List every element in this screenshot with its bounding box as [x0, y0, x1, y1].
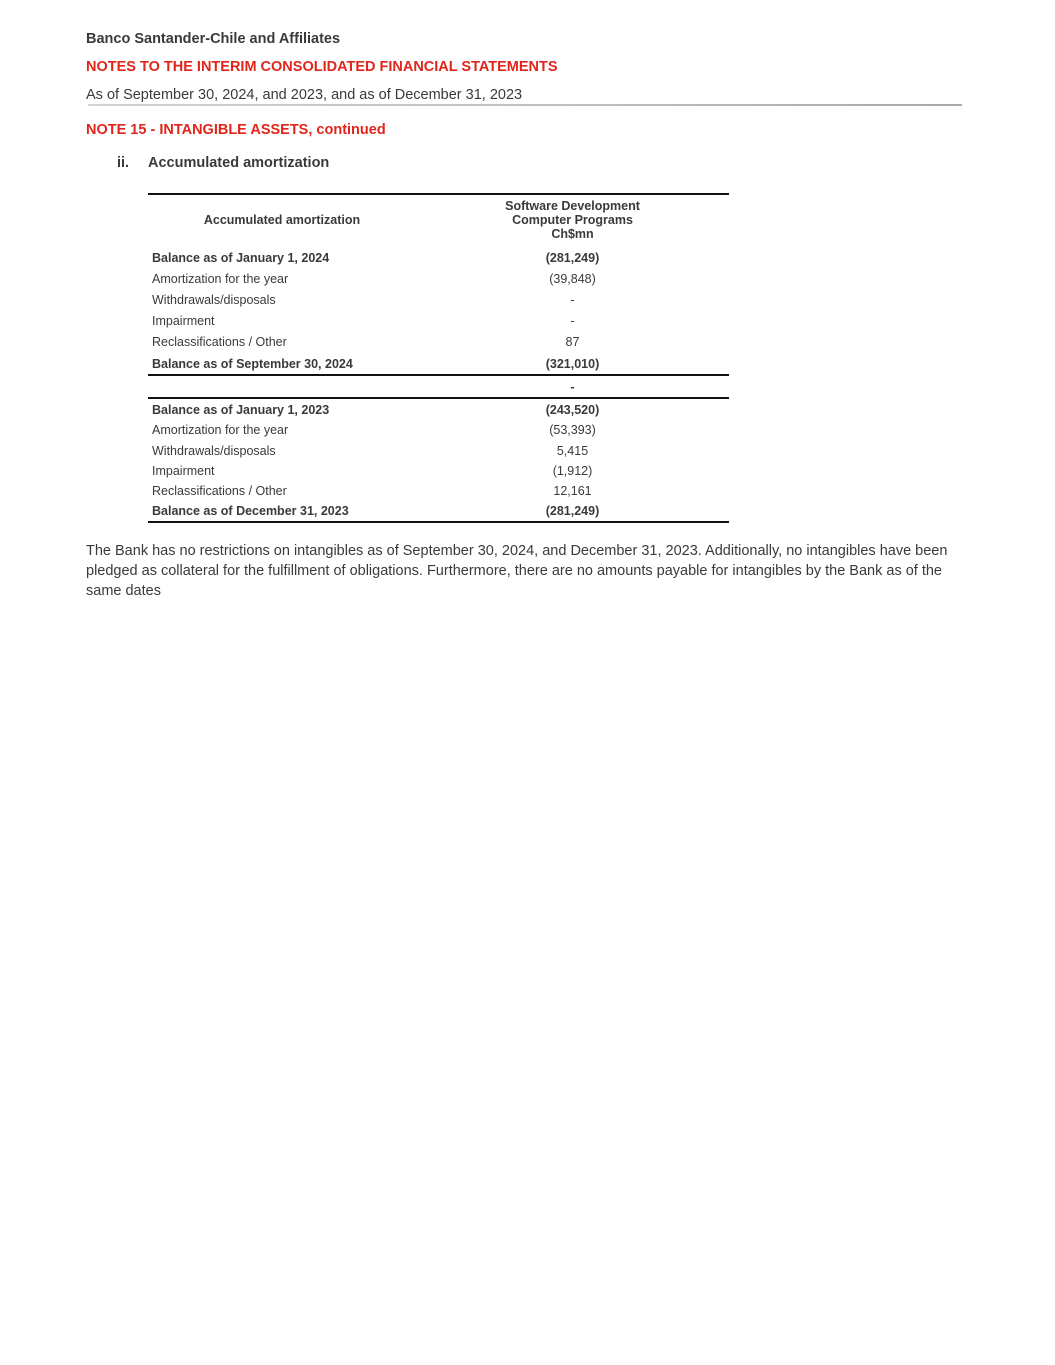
- table-block-2023: [148, 399, 729, 523]
- restrictions-paragraph: The Bank has no restrictions on intangibles as of September 30, 2024, and December 31, 2023. Additionally, no intangibles have been pledged as collateral for the fulfillment of obligations. Furthermore, there are no amounts payable for intangibles by the Bank as of the same dates: [86, 543, 948, 599]
- row-label: Amortization for the year: [152, 271, 289, 286]
- sub-heading: [117, 155, 329, 171]
- row-value: (39,848): [549, 271, 596, 286]
- row-label: Balance as of January 1, 2024: [152, 250, 330, 265]
- table-separator-row: [148, 376, 729, 399]
- column-header-line: Ch$mn: [551, 227, 594, 241]
- row-value: (243,520): [545, 403, 600, 418]
- note-heading: NOTE 15 - INTANGIBLE ASSETS, continued: [86, 122, 386, 138]
- table-row: [148, 400, 729, 420]
- row-label: Amortization for the year: [152, 423, 289, 438]
- row-value: (281,249): [545, 504, 600, 519]
- reporting-period: As of September 30, 2024, and 2023, and as of December 31, 2023: [86, 87, 523, 103]
- column-header-label: Accumulated amortization: [203, 213, 361, 227]
- row-label: Balance as of January 1, 2023: [152, 403, 330, 418]
- row-value: 5,415: [556, 443, 589, 458]
- header-divider: [88, 104, 962, 106]
- row-label: Withdrawals/disposals: [152, 292, 276, 307]
- column-header-value: [416, 199, 729, 241]
- table-header: [148, 195, 729, 245]
- row-value: 12,161: [553, 483, 592, 498]
- table-row: [148, 332, 729, 353]
- accumulated-amortization-table: [148, 193, 729, 523]
- row-value: (281,249): [545, 250, 600, 265]
- table-row: [148, 268, 729, 289]
- table-row: [148, 311, 729, 332]
- separator-value: -: [570, 379, 575, 394]
- row-label: Impairment: [152, 314, 215, 329]
- row-label: Balance as of December 31, 2023: [152, 504, 349, 519]
- row-label: Reclassifications / Other: [152, 483, 287, 498]
- table-row: [148, 441, 729, 461]
- table-row: [148, 481, 729, 501]
- row-value: -: [570, 314, 575, 329]
- row-label: Balance as of September 30, 2024: [152, 356, 353, 371]
- row-label: Impairment: [152, 463, 215, 478]
- row-value: (1,912): [552, 463, 593, 478]
- row-label: Withdrawals/disposals: [152, 443, 276, 458]
- row-value: (53,393): [549, 423, 596, 438]
- column-header-line: Software Development: [505, 199, 640, 213]
- table-row: [148, 289, 729, 310]
- table-block-2024: [148, 245, 729, 376]
- table-row: [148, 353, 729, 374]
- table-row: [148, 247, 729, 268]
- row-label: Reclassifications / Other: [152, 335, 287, 350]
- company-name: Banco Santander-Chile and Affiliates: [86, 31, 341, 47]
- table-row: [148, 461, 729, 481]
- row-value: -: [570, 292, 575, 307]
- sub-heading-title: Accumulated amortization: [148, 155, 330, 171]
- row-value: (321,010): [545, 356, 600, 371]
- table-row: [148, 420, 729, 440]
- notes-title: NOTES TO THE INTERIM CONSOLIDATED FINANCIAL STATEMENTS: [86, 59, 558, 75]
- table-row: [148, 501, 729, 521]
- row-value: 87: [565, 335, 580, 350]
- sub-heading-number: ii.: [117, 155, 130, 171]
- column-header-line: Computer Programs: [512, 213, 633, 227]
